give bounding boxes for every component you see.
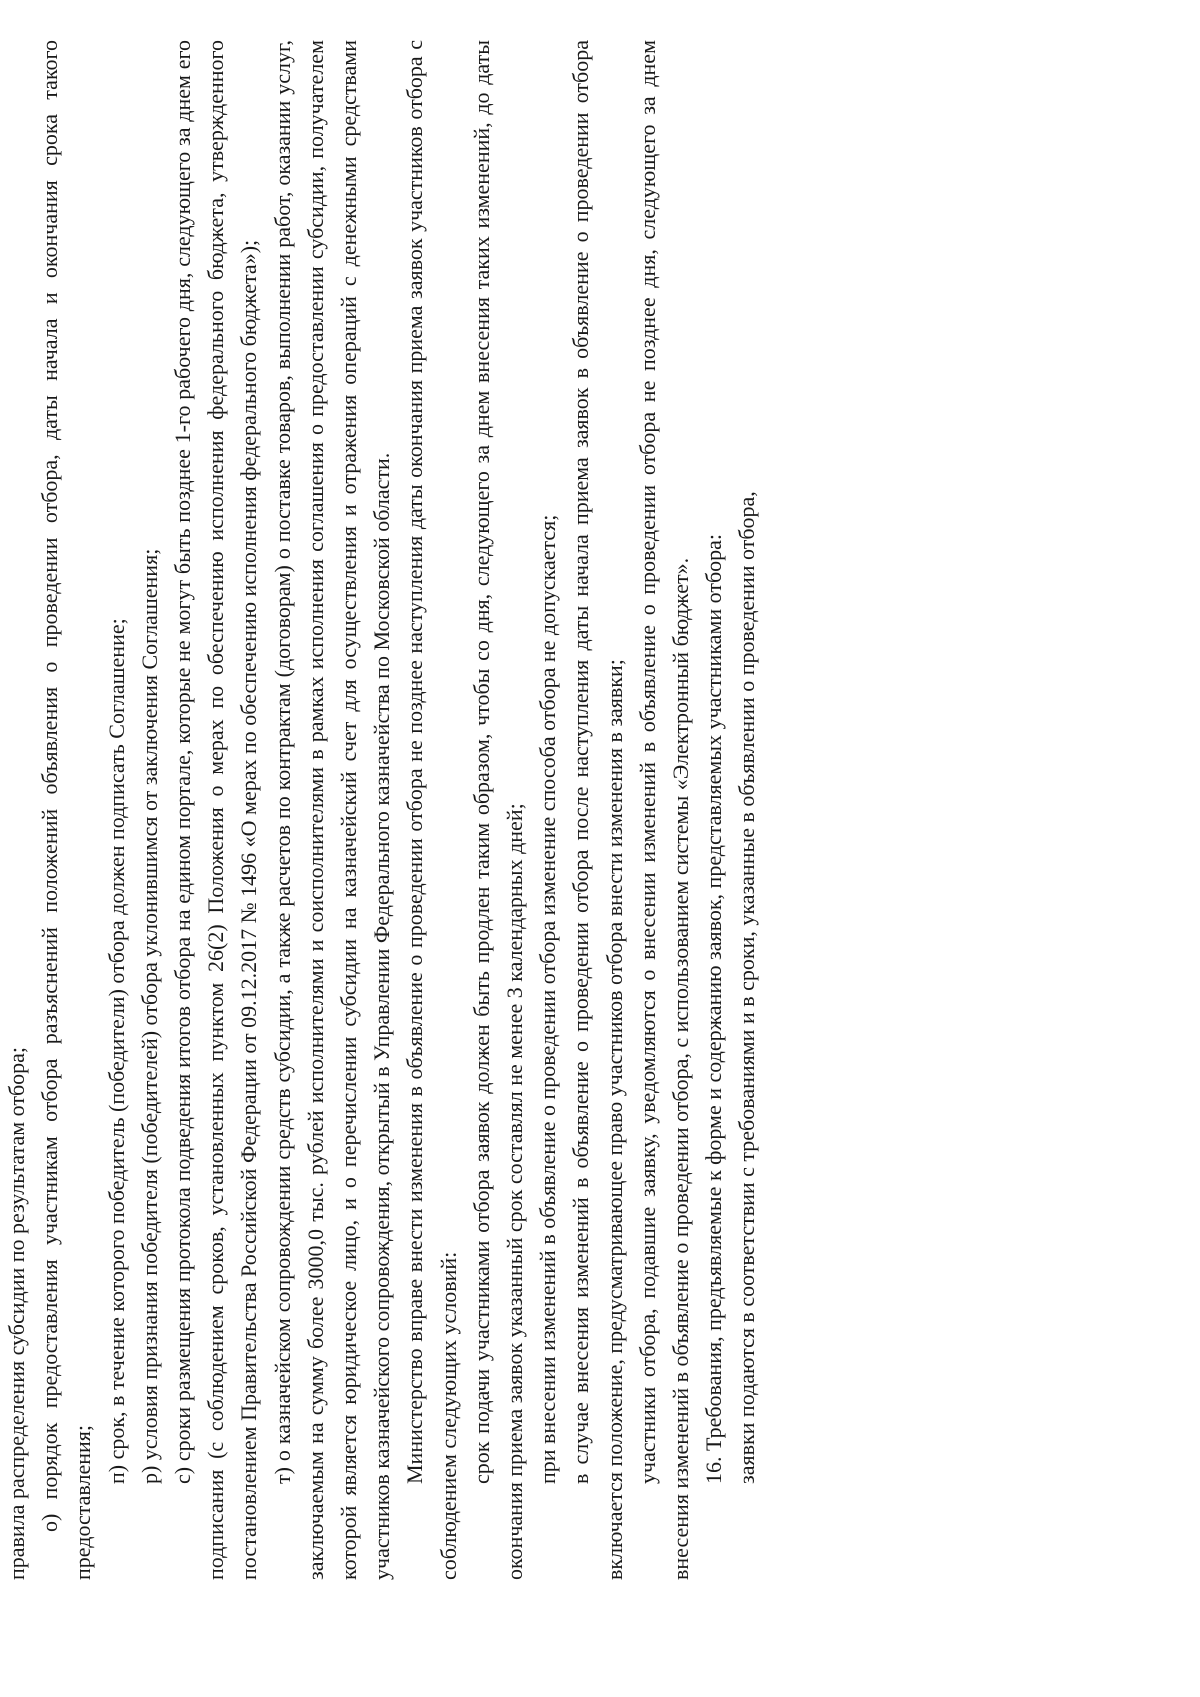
paragraph: о) порядок предоставления участникам отбора разъяснений положений объявления о проведении отбора, даты начала и окончания срока такого предоставления; — [37, 40, 96, 1580]
paragraph: в случае внесения изменений в объявление о проведении отбора после наступления даты начала приема заявок в объявление о проведении отбора включается положение, предусматривающее право участников отбора внести изменения в заявки; — [568, 40, 627, 1580]
document-body — [0, 40, 764, 1580]
paragraph: т) о казначейском сопровождении средств субсидии, а также расчетов по контрактам (договорам) о поставке товаров, выполнении работ, оказании услуг, заключаемым на сумму более 3000,0 тыс. рублей исполнителями и соисполнителями в рамках исполнения соглашения о предоставлении субсидии, получателем которой является юридическое лицо, и о перечислении субсидии на казначейский счет для осуществления и отражения операций с денежными средствами участников казначейского сопровождения, открытый в Управлении Федерального казначейства по Московской области. — [269, 40, 395, 1580]
paragraph: п) срок, в течение которого победитель (победители) отбора должен подписать Соглашение; — [103, 618, 129, 1484]
rotated-text-block — [0, 40, 820, 1580]
paragraph: при внесении изменений в объявление о проведении отбора изменение способа отбора не допускается; — [535, 514, 561, 1484]
paragraph: с) сроки размещения протокола подведения итогов отбора на едином портале, которые не могут быть позднее 1-го рабочего дня, следующего за днем его подписания (с соблюдением сроков, установленных пунктом 26(2) Положения о мерах по обеспечению исполнения федерального бюджета, утвержденного постановлением Правительства Российской Федерации от 09.12.2017 № 1496 «О мерах по обеспечению исполнения федерального бюджета»); — [170, 40, 262, 1580]
paragraph: Министерство вправе внести изменения в объявление о проведении отбора не позднее наступления даты окончания приема заявок участников отбора с соблюдением следующих условий: — [402, 40, 461, 1580]
paragraph: правила распределения субсидии по результатам отбора; — [4, 1046, 29, 1580]
paragraph: заявки подаются в соответствии с требованиями и в сроки, указанные в объявлении о проведении отбора, — [734, 491, 760, 1484]
paragraph: 16. Требования, предъявляемые к форме и содержанию заявок, представляемых участниками отбора: — [701, 533, 727, 1484]
paragraph: участники отбора, подавшие заявку, уведомляются о внесении изменений в объявление о проведении отбора не позднее дня, следующего за днем внесения изменений в объявление о проведении отбора, с использованием системы «Электронный бюджет». — [634, 40, 694, 1580]
paragraph: р) условия признания победителя (победителей) отбора уклонившимся от заключения Соглашения; — [136, 548, 162, 1484]
paragraph: срок подачи участниками отбора заявок должен быть продлен таким образом, чтобы со дня, следующего за днем внесения таких изменений, до даты окончания приема заявок указанный срок составлял не менее 3 календарных дней; — [468, 40, 528, 1580]
